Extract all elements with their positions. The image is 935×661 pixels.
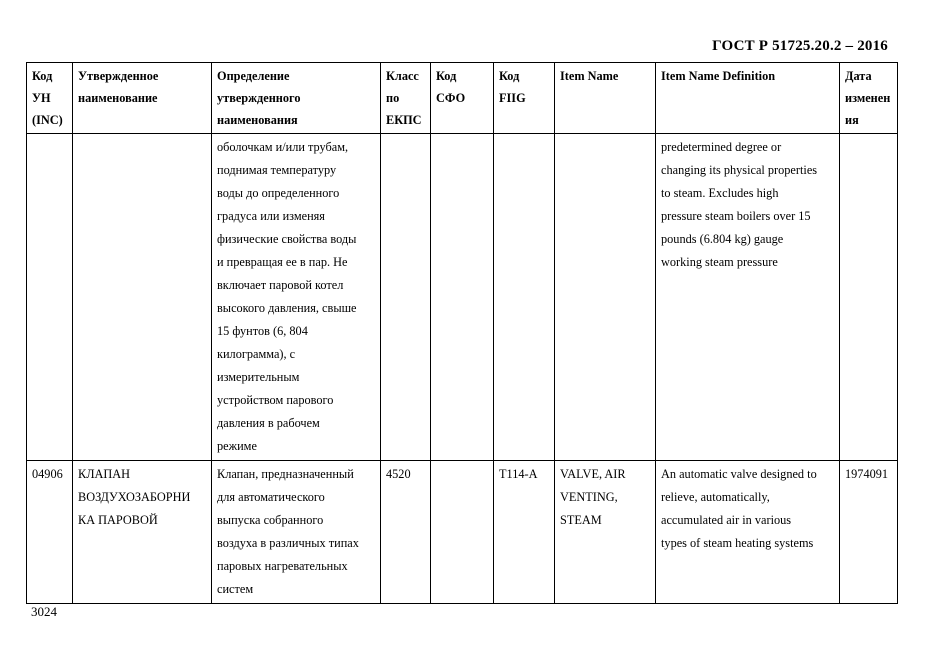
cell-text-line: физические свойства воды <box>217 232 357 246</box>
cell-name <box>73 461 212 604</box>
header-text-line: Дата <box>845 69 872 83</box>
cell-item-name <box>555 134 656 461</box>
cell-kod-un <box>27 461 73 604</box>
column-header-item-def <box>656 63 840 134</box>
header-text-line: СФО <box>436 91 466 105</box>
cell-text-line: STEAM <box>560 513 602 527</box>
cell-text-line: выпуска собранного <box>217 513 324 527</box>
cell-text-line: градуса или изменяя <box>217 209 325 223</box>
header-text-line: Item Name <box>560 69 619 83</box>
header-text-line: Код <box>499 69 520 83</box>
cell-item-name <box>555 461 656 604</box>
cell-text-line: давления в рабочем <box>217 416 320 430</box>
header-text-line: утвержденного <box>217 91 301 105</box>
column-header-item-name <box>555 63 656 134</box>
cell-text-line: changing its physical properties <box>661 163 818 177</box>
cell-text-line: измерительным <box>217 370 300 384</box>
header-text-line: Определение <box>217 69 290 83</box>
header-text-line: FIIG <box>499 91 526 105</box>
cell-text-line: для автоматического <box>217 490 325 504</box>
cell-text-line: pressure steam boilers over 15 <box>661 209 811 223</box>
header-text-line: изменен <box>845 91 891 105</box>
cell-text-line: режиме <box>217 439 257 453</box>
cell-fiig <box>494 461 555 604</box>
header-text-line: Класс <box>386 69 419 83</box>
gost-table <box>26 62 898 604</box>
cell-text-line: accumulated air in various <box>661 513 792 527</box>
cell-text-line: КА ПАРОВОЙ <box>78 513 158 527</box>
cell-text-line: Клапан, предназначенный <box>217 467 354 481</box>
cell-item-def <box>656 134 840 461</box>
cell-date <box>840 134 898 461</box>
cell-text-line: T114-A <box>499 467 538 481</box>
cell-ekps <box>381 134 431 461</box>
cell-definition <box>212 461 381 604</box>
cell-date <box>840 461 898 604</box>
cell-text-line: to steam. Excludes high <box>661 186 779 200</box>
column-header-definition <box>212 63 381 134</box>
cell-text-line: включает паровой котел <box>217 278 344 292</box>
cell-text-line: types of steam heating systems <box>661 536 814 550</box>
cell-definition <box>212 134 381 461</box>
cell-kod-un <box>27 134 73 461</box>
header-text-line: Код <box>32 69 53 83</box>
header-text-line: ЕКПС <box>386 113 422 127</box>
cell-text-line: working steam pressure <box>661 255 778 269</box>
document-title: ГОСТ Р 51725.20.2 – 2016 <box>712 38 888 54</box>
cell-text-line: паровых нагревательных <box>217 559 348 573</box>
table-header-row <box>27 63 898 134</box>
header-text-line: Item Name Definition <box>661 69 776 83</box>
header-text-line: наименование <box>78 91 158 105</box>
cell-text-line: VENTING, <box>560 490 618 504</box>
cell-text-line: поднимая температуру <box>217 163 337 177</box>
cell-text-line: и превращая ее в пар. Не <box>217 255 348 269</box>
cell-text-line: воды до определенного <box>217 186 340 200</box>
header-text-line: Код <box>436 69 457 83</box>
cell-text-line: predetermined degree or <box>661 140 782 154</box>
cell-text-line: 04906 <box>32 467 63 481</box>
cell-text-line: 1974091 <box>845 467 889 481</box>
cell-fiig <box>494 134 555 461</box>
cell-text-line: 4520 <box>386 467 411 481</box>
table-row <box>27 134 898 461</box>
cell-item-def <box>656 461 840 604</box>
cell-text-line: pounds (6.804 kg) gauge <box>661 232 784 246</box>
header-text-line: УН <box>32 91 51 105</box>
cell-sfo <box>431 461 494 604</box>
column-header-name <box>73 63 212 134</box>
cell-text-line: An automatic valve designed to <box>661 467 817 481</box>
cell-text-line: воздуха в различных типах <box>217 536 359 550</box>
table-row <box>27 461 898 604</box>
header-text-line: Утвержденное <box>78 69 159 83</box>
column-header-kod-un <box>27 63 73 134</box>
column-header-ekps <box>381 63 431 134</box>
header-text-line: ия <box>845 113 859 127</box>
column-header-date <box>840 63 898 134</box>
cell-ekps <box>381 461 431 604</box>
cell-text-line: relieve, automatically, <box>661 490 770 504</box>
column-header-fiig <box>494 63 555 134</box>
table-body <box>27 134 898 604</box>
page-number: 3024 <box>31 604 57 619</box>
cell-text-line: 15 фунтов (6, 804 <box>217 324 308 338</box>
header-text-line: по <box>386 91 400 105</box>
header-text-line: наименования <box>217 113 298 127</box>
cell-text-line: килограмма), с <box>217 347 296 361</box>
cell-text-line: устройством парового <box>217 393 334 407</box>
cell-text-line: высокого давления, свыше <box>217 301 357 315</box>
header-text-line: (INC) <box>32 113 63 127</box>
cell-text-line: VALVE, AIR <box>560 467 626 481</box>
cell-text-line: ВОЗДУХОЗАБОРНИ <box>78 490 191 504</box>
cell-name <box>73 134 212 461</box>
cell-text-line: систем <box>217 582 254 596</box>
cell-text-line: оболочкам и/или трубам, <box>217 140 349 154</box>
cell-sfo <box>431 134 494 461</box>
column-header-sfo <box>431 63 494 134</box>
cell-text-line: КЛАПАН <box>78 467 131 481</box>
